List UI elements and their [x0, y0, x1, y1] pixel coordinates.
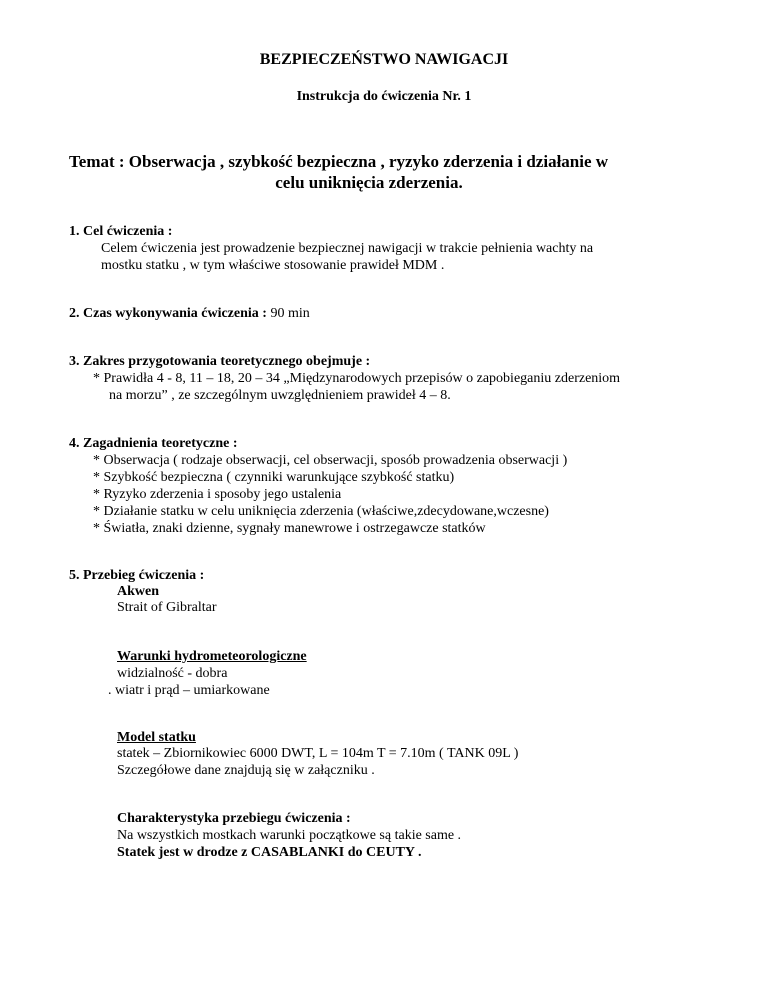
- section-2-value: 90 min: [270, 306, 310, 321]
- section-1-line-1: Celem ćwiczenia jest prowadzenie bezpiecznej nawigacji w trakcie pełnienia wachty na: [101, 241, 594, 256]
- akwen-label: Akwen: [117, 584, 160, 599]
- section-2-heading: 2. Czas wykonywania ćwiczenia :: [69, 306, 267, 321]
- section-2: [69, 306, 310, 322]
- section-1-line-2: mostku statku , w tym właściwe stosowanie prawideł MDM .: [101, 258, 445, 273]
- document-title: BEZPIECZEŃSTWO NAWIGACJI: [259, 51, 509, 68]
- weather-line-2: . wiatr i prąd – umiarkowane: [108, 683, 270, 698]
- list-item: * Działanie statku w celu uniknięcia zderzenia (właściwe,zdecydowane,wczesne): [93, 504, 549, 519]
- list-item: * Światła, znaki dzienne, sygnały manewrowe i ostrzegawcze statków: [93, 521, 486, 536]
- model-line-2: Szczegółowe dane znajdują się w załączniku .: [117, 763, 375, 778]
- weather-line-1: widzialność - dobra: [117, 666, 228, 681]
- characteristics-line-2: Statek jest w drodze z CASABLANKI do CEUTY .: [117, 845, 422, 860]
- section-3-line-2: na morzu” , ze szczególnym uwzględnieniem prawideł 4 – 8.: [109, 388, 451, 403]
- characteristics-label: Charakterystyka przebiegu ćwiczenia :: [117, 811, 351, 826]
- list-item: * Ryzyko zderzenia i sposoby jego ustalenia: [93, 487, 342, 502]
- weather-label: Warunki hydrometeorologiczne: [117, 649, 307, 664]
- section-1-heading: 1. Cel ćwiczenia :: [69, 224, 173, 239]
- list-item: * Obserwacja ( rodzaje obserwacji, cel obserwacji, sposób prowadzenia obserwacji ): [93, 453, 568, 468]
- section-3-heading: 3. Zakres przygotowania teoretycznego obejmuje :: [69, 354, 371, 369]
- characteristics-line-1: Na wszystkich mostkach warunki początkowe są takie same .: [117, 828, 462, 843]
- list-item: * Szybkość bezpieczna ( czynniki warunkujące szybkość statku): [93, 470, 455, 485]
- section-4-heading: 4. Zagadnienia teoretyczne :: [69, 436, 238, 451]
- topic-line-1: Temat : Obserwacja , szybkość bezpieczna , ryzyko zderzenia i działanie w: [69, 152, 609, 171]
- model-label: Model statku: [117, 730, 196, 745]
- document-subtitle: Instrukcja do ćwiczenia Nr. 1: [296, 89, 472, 104]
- model-line-1: statek – Zbiornikowiec 6000 DWT, L = 104m T = 7.10m ( TANK 09L ): [117, 746, 519, 761]
- akwen-value: Strait of Gibraltar: [117, 600, 217, 615]
- topic-line-2: celu uniknięcia zderzenia.: [275, 173, 463, 192]
- section-3-line-1: * Prawidła 4 - 8, 11 – 18, 20 – 34 „Międzynarodowych przepisów o zapobieganiu zderzeniom: [93, 371, 621, 386]
- section-5-heading: 5. Przebieg ćwiczenia :: [69, 568, 205, 583]
